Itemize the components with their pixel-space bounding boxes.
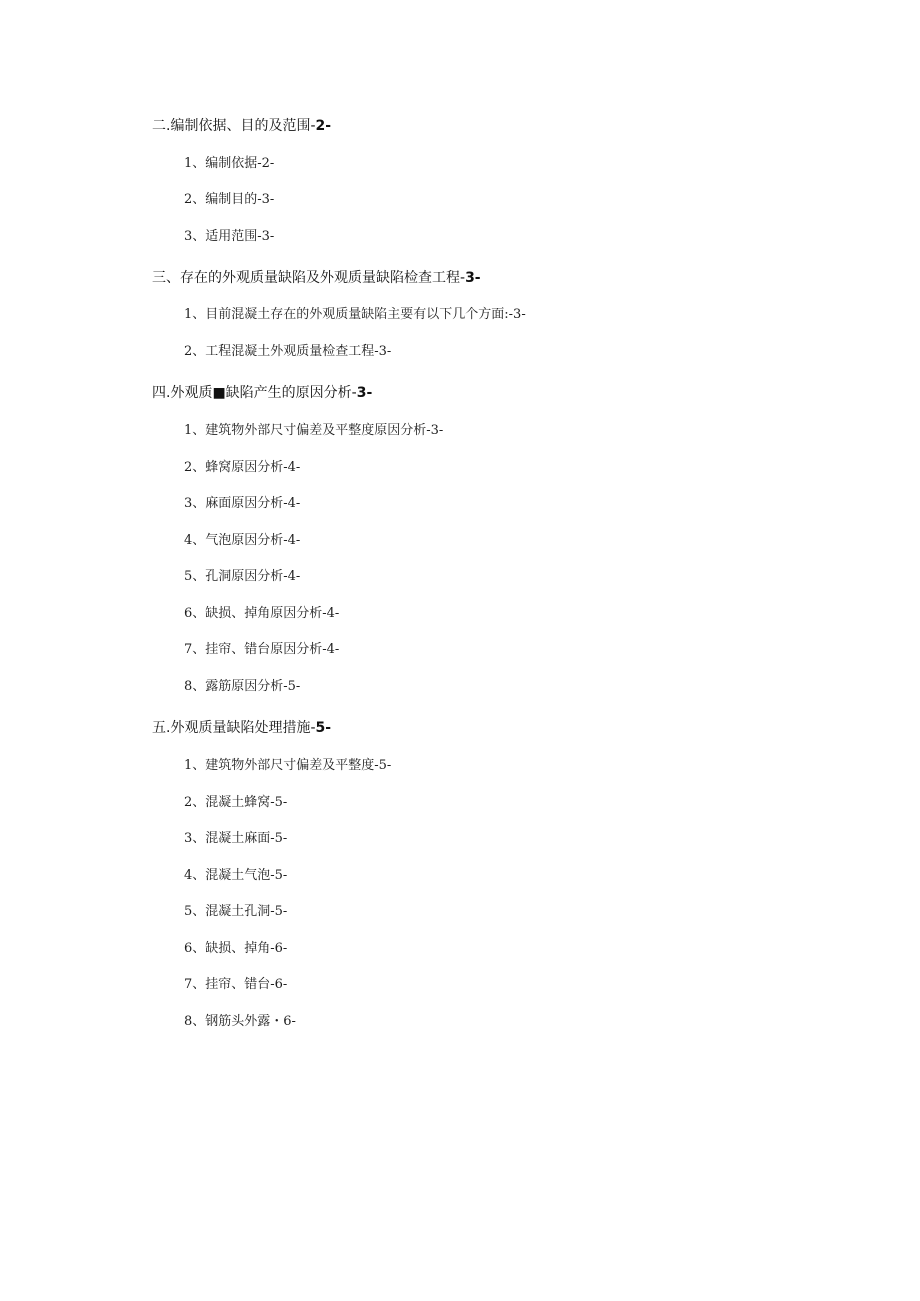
toc-item[interactable]: 2、编制目的-3- [184,192,275,207]
toc-section-heading[interactable] [152,383,372,403]
toc-item[interactable]: 6、缺损、掉角-6- [184,941,288,956]
toc-section-heading[interactable] [152,116,331,136]
toc-item[interactable]: 3、混凝土麻面-5- [184,831,288,846]
toc-item[interactable]: 1、建筑物外部尺寸偏差及平整度原因分析-3- [184,423,444,438]
toc-section-heading[interactable] [152,718,331,738]
toc-section-heading[interactable] [152,268,481,288]
toc-item[interactable]: 5、混凝土孔洞-5- [184,904,288,919]
toc-item[interactable]: 6、缺损、掉角原因分析-4- [184,606,340,621]
toc-item[interactable]: 1、编制依据-2- [184,156,275,171]
toc-item[interactable]: 8、露筋原因分析-5- [184,679,301,694]
toc-item[interactable]: 8、钢筋头外露・6- [184,1014,296,1029]
toc-item[interactable]: 7、挂帘、错台原因分析-4- [184,642,340,657]
toc-item[interactable]: 4、混凝土气泡-5- [184,868,288,883]
toc-section-page: 2- [315,118,332,134]
toc-item[interactable]: 1、目前混凝土存在的外观质量缺陷主要有以下几个方面:-3- [184,307,526,322]
toc-item[interactable]: 4、气泡原因分析-4- [184,533,301,548]
toc-section-page: 3- [465,270,481,286]
toc-item[interactable]: 5、孔洞原因分析-4- [184,569,301,584]
toc-item[interactable]: 1、建筑物外部尺寸偏差及平整度-5- [184,758,392,773]
toc-item[interactable]: 3、适用范围-3- [184,229,275,244]
toc-section-title: 二.编制依据、目的及范围- [152,118,316,134]
toc-section-page: 3- [356,385,373,401]
toc-item[interactable]: 2、工程混凝土外观质量检查工程-3- [184,344,392,359]
toc-item[interactable]: 2、混凝土蜂窝-5- [184,795,288,810]
toc-item[interactable]: 7、挂帘、错台-6- [184,977,288,992]
toc-section-title: 三、存在的外观质量缺陷及外观质量缺陷检查工程- [152,270,466,286]
toc-section-page: 5- [315,720,332,736]
toc-section-title: 五.外观质量缺陷处理措施- [152,720,316,736]
toc-section-title: 四.外观质■缺陷产生的原因分析- [152,385,357,401]
toc-item[interactable]: 3、麻面原因分析-4- [184,496,301,511]
toc-item[interactable]: 2、蜂窝原因分析-4- [184,460,301,475]
